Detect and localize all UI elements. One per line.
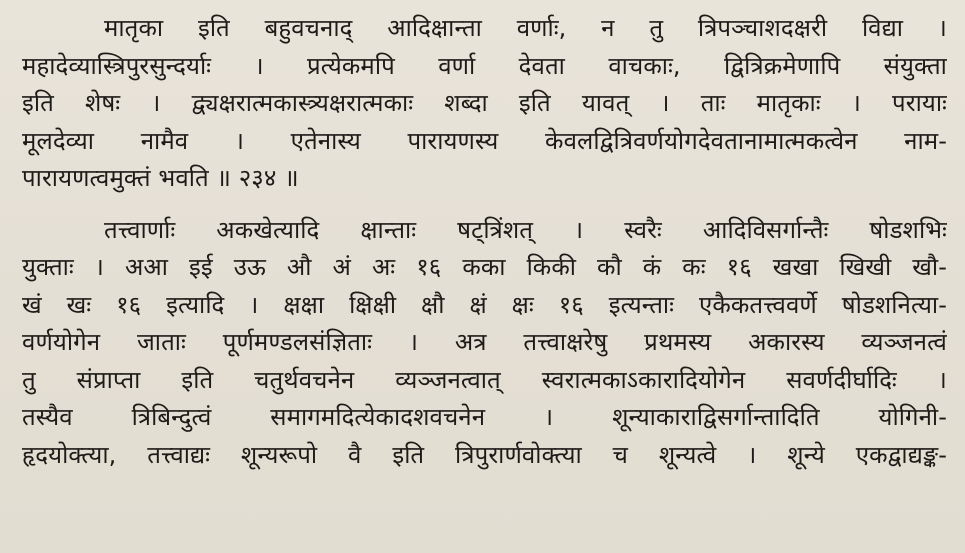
text-line: वर्णयोगेन जाताः पूर्णमण्डलसंज्ञिताः । अत्र तत्त्वाक्षरेषु प्रथमस्य अकारस्य व्यञ्जनत्वं — [22, 328, 947, 356]
text-line: पारायणत्वमुक्तं भवति ॥ २३४ ॥ — [22, 164, 299, 192]
paragraph-2 — [22, 212, 947, 475]
paragraph-gap — [22, 198, 947, 212]
text-line: तस्यैव त्रिबिन्दुत्वं समागमदित्येकादशवचनेन । शून्याकाराद्विसर्गान्तादिति योगिनी- — [22, 403, 947, 431]
text-line: युक्ताः । अआ इई उऊ औ अं अः १६ कका किकी कौ कं कः १६ खखा खिखी खौ- — [22, 253, 947, 281]
text-line: इति शेषः । द्व्यक्षरात्मकास्त्र्यक्षरात्मकाः शब्दा इति यावत् । ताः मातृकाः । परायाः — [22, 89, 947, 117]
text-line: मूलदेव्या नामैव । एतेनास्य पारायणस्य केवलद्वित्रिवर्णयोगदेवतानामात्मकत्वेन नाम- — [22, 126, 947, 155]
text-line: तत्त्वार्णाः अकखेत्यादि क्षान्ताः षट्त्रिंशत् । स्वरैः आदिविसर्गान्तैः षोडशभिः — [104, 215, 947, 244]
text-line: खं खः १६ इत्यादि । क्षक्षा क्षिक्षी क्षौ क्षं क्षः १६ इत्यन्ताः एकैकतत्त्ववर्णे षोडशनित्या- — [22, 290, 947, 319]
paragraph-1 — [22, 10, 947, 198]
text-line: तु संप्राप्ता इति चतुर्थवचनेन व्यञ्जनत्वात् स्वरात्मकाऽकारादियोगेन सवर्णदीर्घादिः । — [22, 365, 947, 394]
text-line: महादेव्यास्त्रिपुरसुन्दर्याः । प्रत्येकमपि वर्णा देवता वाचकाः, द्वित्रिक्रमेणापि संयुक्ता — [22, 51, 947, 80]
text-line: हृदयोक्त्या, तत्त्वाद्यः शून्यरूपो वै इति त्रिपुरार्णवोक्त्या च शून्यत्वे । शून्ये एकद्वाद्यङ्क- — [22, 440, 947, 469]
text-line: मातृका इति बहुवचनाद् आदिक्षान्ता वर्णाः, न तु त्रिपञ्चाशदक्षरी विद्या । — [104, 14, 947, 42]
